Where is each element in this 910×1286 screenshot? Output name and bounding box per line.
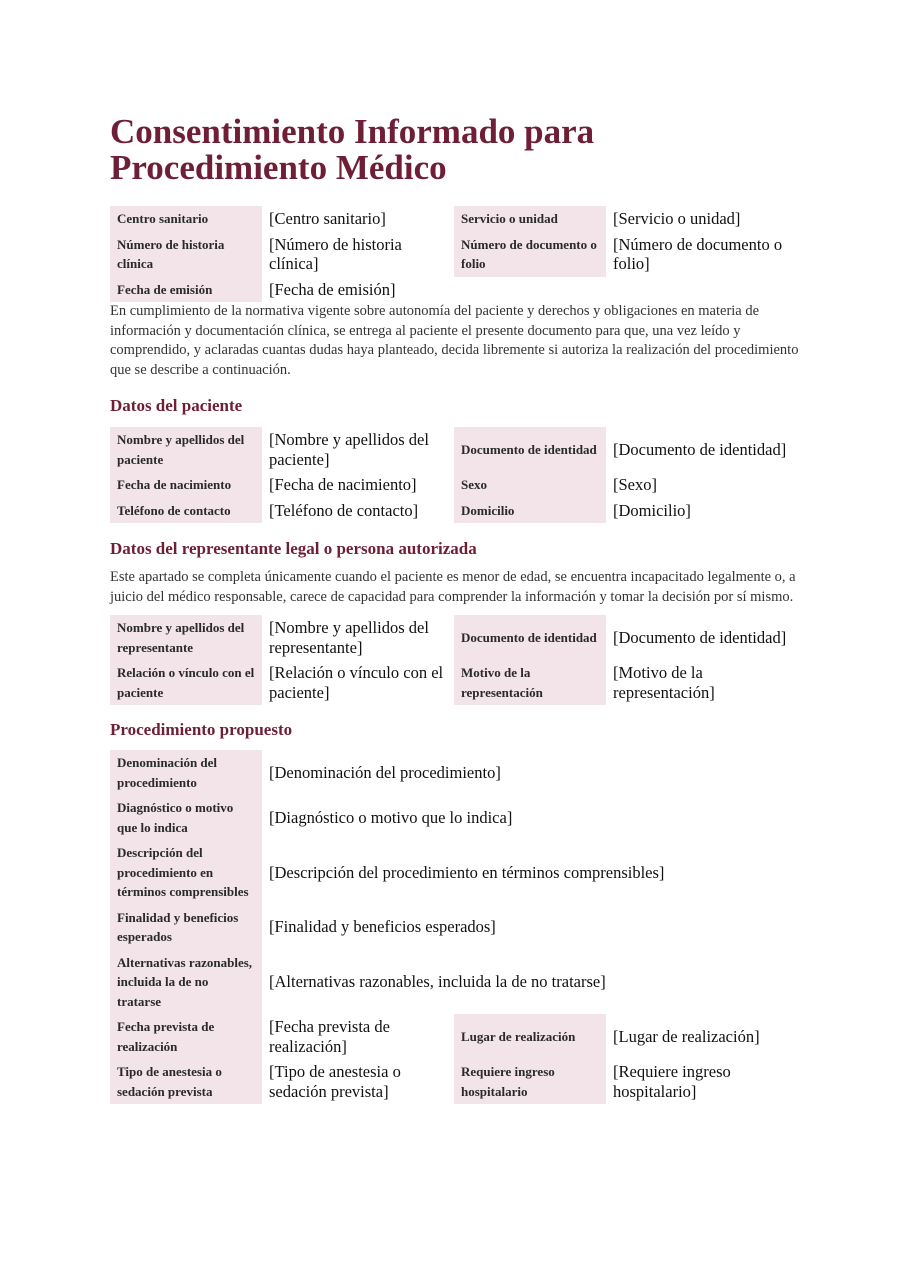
table-row [110,1059,800,1104]
section-heading-representative: Datos del representante legal o persona autorizada [110,539,477,558]
field-value: [Número de historia clínica] [269,234,402,273]
field-label: Tipo de anestesia o sedación prevista [110,1059,262,1104]
field-label: Denominación del procedimiento [110,750,262,795]
field-label: Alternativas razonables, incluida la de no tratarse [110,950,262,1015]
table-row [110,498,800,524]
field-value: [Relación o vínculo con el paciente] [269,663,444,702]
field-label: Nombre y apellidos del paciente [110,427,262,472]
representative-table [110,615,800,705]
table-row [110,905,800,950]
field-value: [Fecha de nacimiento] [269,475,417,494]
field-label: Domicilio [454,498,606,524]
table-row [110,750,800,795]
field-value: [Centro sanitario] [269,209,386,228]
field-value: [Documento de identidad] [613,439,787,459]
section-heading-procedure: Procedimiento propuesto [110,720,293,739]
intro-paragraph: En cumplimiento de la normativa vigente sobre autonomía del paciente y derechos y obligaciones en materia de información y documentación clínica, se entrega al paciente el presente documento para que, una vez leído y comprendido, y aclaradas cuantas dudas haya planteado, decida libremente si autoriza la realización del procedimiento que se describe a continuación. [110,303,799,378]
field-value: [Requiere ingreso hospitalario] [613,1062,731,1101]
table-row [110,472,800,498]
field-value: [Documento de identidad] [613,627,787,647]
representative-note: Este apartado se completa únicamente cuando el paciente es menor de edad, se encuentra incapacitado legalmente o, a juicio del médico responsable, carece de capacidad para comprender la información y tomar la decisión por sí mismo. [110,569,796,605]
field-label: Fecha de nacimiento [110,472,262,498]
table-row [110,277,800,303]
field-value: [Número de documento o folio] [613,234,783,273]
table-row [110,206,800,232]
table-row [110,795,800,840]
document-title: Consentimiento Informado para Procedimiento Médico [110,112,595,187]
table-row [110,615,800,660]
field-value: [Alternativas razonables, incluida la de no tratarse] [269,972,606,991]
field-value: [Finalidad y beneficios esperados] [269,917,496,937]
field-value: [Descripción del procedimiento en términos comprensibles] [269,862,665,882]
field-value: [Domicilio] [613,500,691,520]
field-label: Documento de identidad [454,615,606,660]
field-label: Diagnóstico o motivo que lo indica [110,795,262,840]
field-value: [Tipo de anestesia o sedación prevista] [269,1062,401,1101]
document-content [110,114,800,1104]
field-label: Nombre y apellidos del representante [110,615,262,660]
field-label: Servicio o unidad [454,206,606,232]
header-table [110,206,800,302]
field-label: Fecha prevista de realización [110,1014,262,1059]
field-value: [Motivo de la representación] [613,663,715,702]
field-value: [Nombre y apellidos del paciente] [269,430,429,469]
field-label: Relación o vínculo con el paciente [110,660,262,705]
field-label: Descripción del procedimiento en términos comprensibles [110,840,262,905]
table-row [110,232,800,277]
table-row [110,950,800,1015]
table-row [110,427,800,472]
field-value: [Diagnóstico o motivo que lo indica] [269,807,513,827]
patient-table [110,427,800,523]
field-value: [Fecha prevista de realización] [269,1017,390,1056]
field-value: [Servicio o unidad] [613,209,741,228]
field-value: [Denominación del procedimiento] [269,762,501,782]
field-value: [Nombre y apellidos del representante] [269,618,429,657]
field-label: Lugar de realización [454,1014,606,1059]
field-value: [Fecha de emisión] [269,279,396,299]
section-heading-patient: Datos del paciente [110,396,243,415]
procedure-table [110,750,800,1104]
field-label: Número de documento o folio [454,232,606,277]
table-row [110,660,800,705]
table-row [110,840,800,905]
field-label: Motivo de la representación [454,660,606,705]
field-label: Fecha de emisión [110,277,262,303]
field-value: [Teléfono de contacto] [269,500,419,520]
field-label: Teléfono de contacto [110,498,262,524]
field-label: Número de historia clínica [110,232,262,277]
field-label: Centro sanitario [110,206,262,232]
field-label: Documento de identidad [454,427,606,472]
field-label: Sexo [454,472,606,498]
field-label: Requiere ingreso hospitalario [454,1059,606,1104]
field-value: [Sexo] [613,475,657,494]
field-label: Finalidad y beneficios esperados [110,905,262,950]
table-row [110,1014,800,1059]
field-value: [Lugar de realización] [613,1026,760,1046]
